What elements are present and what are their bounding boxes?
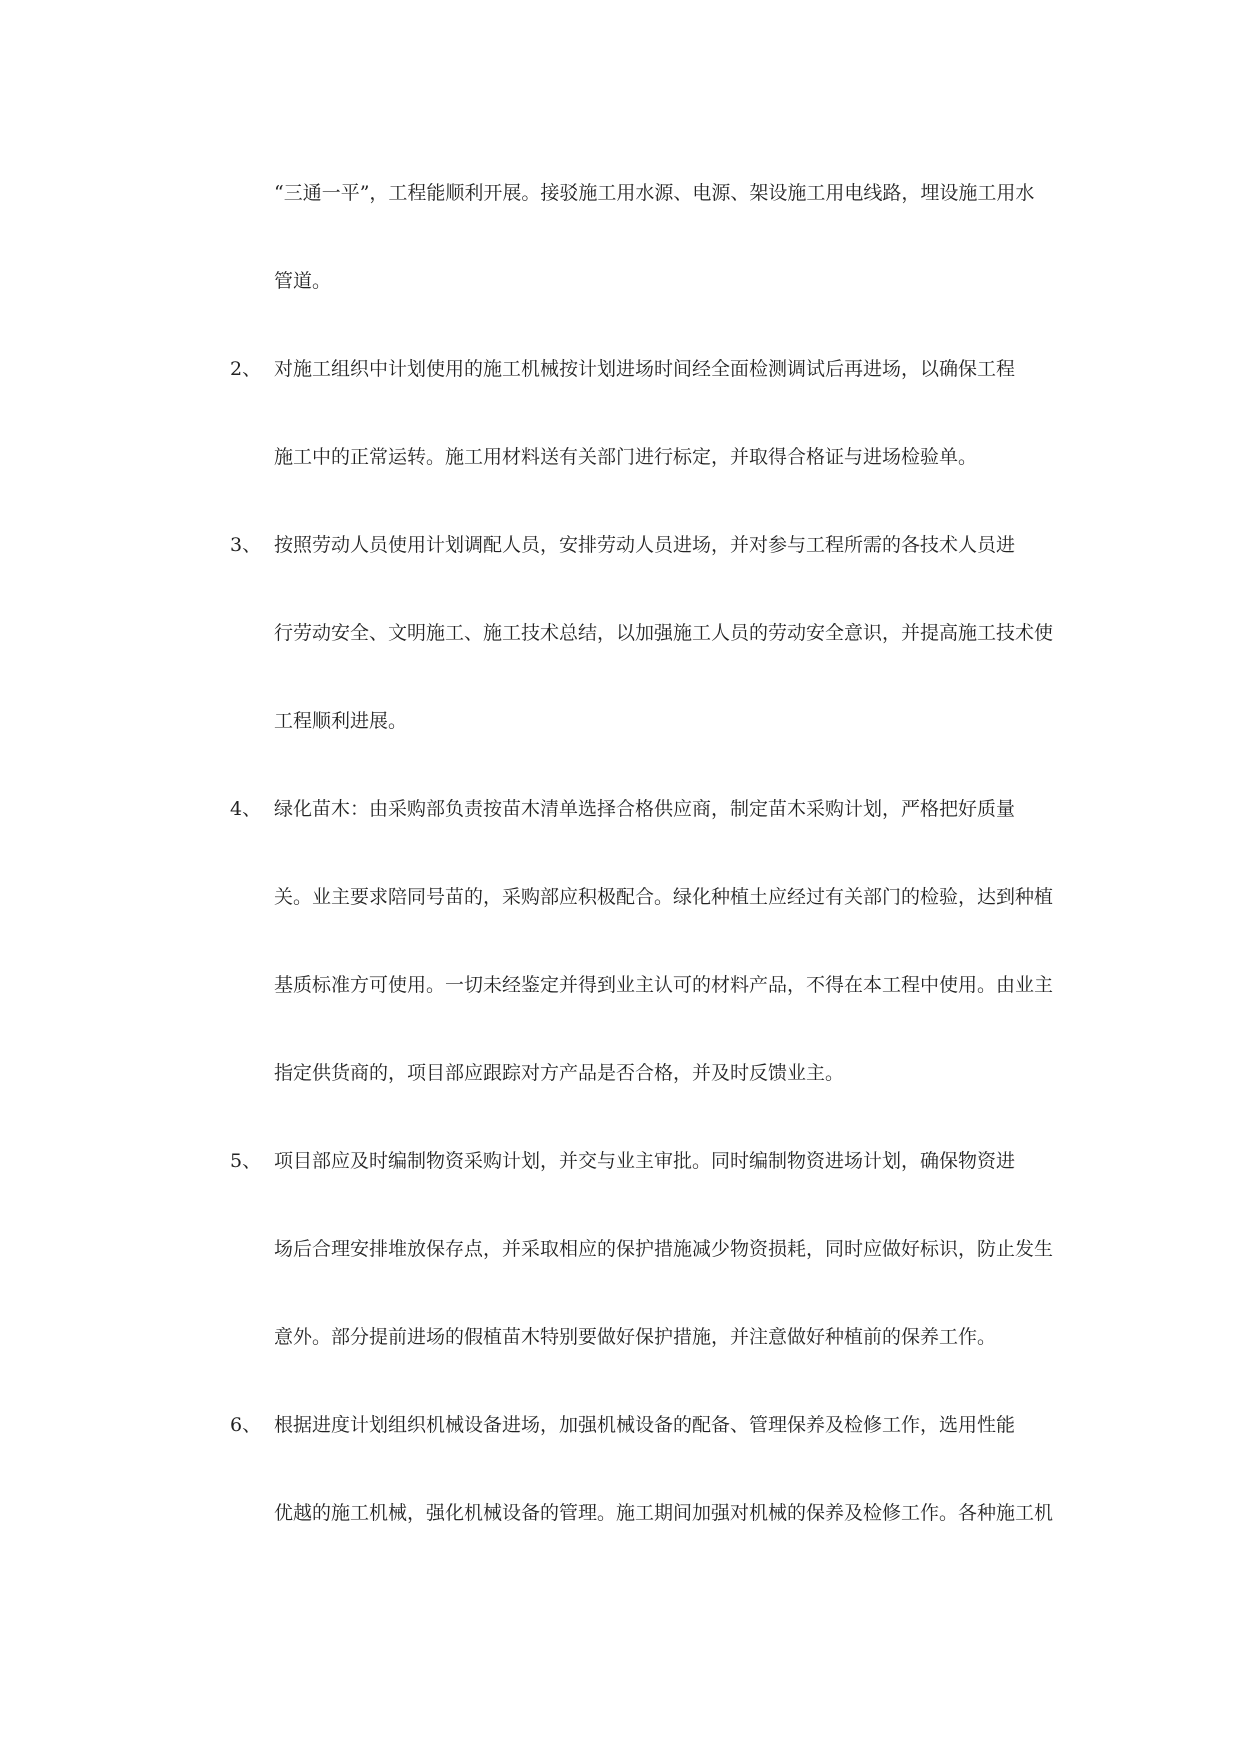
text-line [230, 432, 1120, 520]
text-line [230, 1048, 1120, 1136]
text-line [230, 1488, 1120, 1576]
line-text: 对施工组织中计划使用的施工机械按计划进场时间经全面检测调试后再进场，以确保工程 [274, 358, 1016, 380]
text-line [230, 784, 1120, 872]
text-line [230, 520, 1120, 608]
text-line [230, 872, 1120, 960]
line-text: 工程顺利进展。 [274, 710, 408, 732]
text-line [230, 1136, 1120, 1224]
item-number: 2、 [230, 358, 262, 380]
line-text: “三通一平”，工程能顺利开展。接驳施工用水源、电源、架设施工用电线路，埋设施工用水 [274, 182, 1035, 204]
line-text: 基质标准方可使用。一切未经鉴定并得到业主认可的材料产品，不得在本工程中使用。由业主 [274, 974, 1054, 996]
text-line [230, 1400, 1120, 1488]
line-text: 根据进度计划组织机械设备进场，加强机械设备的配备、管理保养及检修工作，选用性能 [274, 1414, 1016, 1436]
item-number: 3、 [230, 534, 262, 556]
text-line [230, 960, 1120, 1048]
line-text: 按照劳动人员使用计划调配人员，安排劳动人员进场，并对参与工程所需的各技术人员进 [274, 534, 1016, 556]
text-line [230, 344, 1120, 432]
document-body [230, 168, 1120, 1576]
line-text: 项目部应及时编制物资采购计划，并交与业主审批。同时编制物资进场计划，确保物资进 [274, 1150, 1016, 1172]
text-line [230, 1224, 1120, 1312]
line-text: 指定供货商的，项目部应跟踪对方产品是否合格，并及时反馈业主。 [274, 1062, 845, 1084]
item-number: 4、 [230, 798, 262, 820]
text-line [230, 696, 1120, 784]
line-text: 场后合理安排堆放保存点，并采取相应的保护措施减少物资损耗，同时应做好标识，防止发生 [274, 1238, 1054, 1260]
item-number: 6、 [230, 1414, 262, 1436]
line-text: 关。业主要求陪同号苗的，采购部应积极配合。绿化种植土应经过有关部门的检验，达到种植 [274, 886, 1054, 908]
line-text: 施工中的正常运转。施工用材料送有关部门进行标定，并取得合格证与进场检验单。 [274, 446, 978, 468]
text-line [230, 168, 1120, 256]
line-text: 优越的施工机械，强化机械设备的管理。施工期间加强对机械的保养及检修工作。各种施工机 [274, 1502, 1054, 1524]
text-line [230, 1312, 1120, 1400]
line-text: 行劳动安全、文明施工、施工技术总结，以加强施工人员的劳动安全意识，并提高施工技术使 [274, 622, 1054, 644]
line-text: 绿化苗木：由采购部负责按苗木清单选择合格供应商，制定苗木采购计划，严格把好质量 [274, 798, 1016, 820]
line-text: 管道。 [274, 270, 332, 292]
text-line [230, 256, 1120, 344]
line-text: 意外。部分提前进场的假植苗木特别要做好保护措施，并注意做好种植前的保养工作。 [274, 1326, 997, 1348]
item-number: 5、 [230, 1150, 262, 1172]
text-line [230, 608, 1120, 696]
